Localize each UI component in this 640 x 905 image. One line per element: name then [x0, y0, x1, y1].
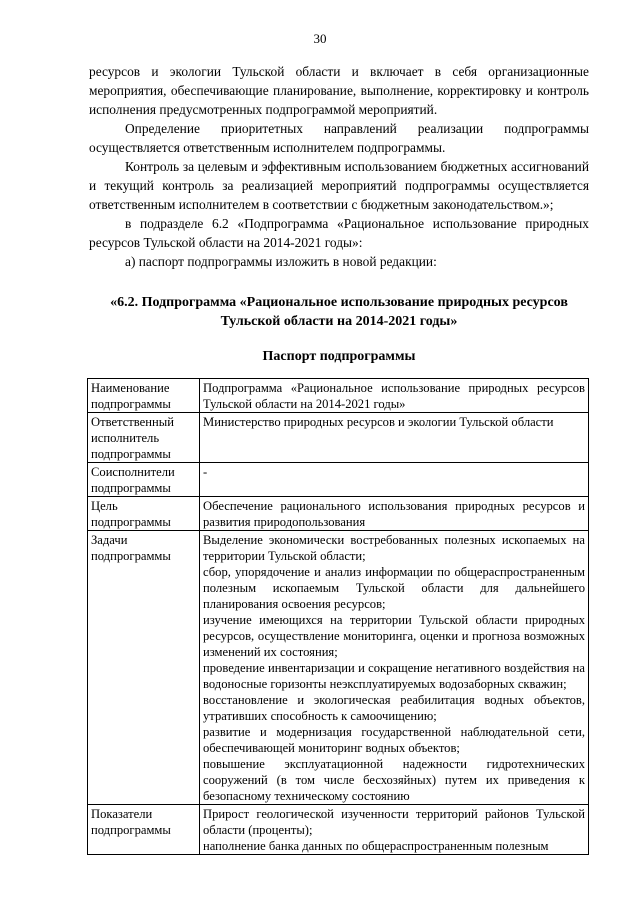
task-item: сбор, упорядочение и анализ информации по общераспространенным полезным ископаемым Тульской области для дальнейшего планирования освоения ресурсов;	[203, 565, 585, 611]
row-label: Цель подпрограммы	[88, 497, 200, 531]
indicator-item: Прирост геологической изученности территорий районов Тульской области (проценты);	[203, 807, 585, 837]
row-value: Обеспечение рационального использования природных ресурсов и развития природопользования	[200, 497, 589, 531]
table-row	[88, 805, 589, 855]
table-row	[88, 497, 589, 531]
passport-table	[87, 378, 589, 855]
section-heading-line-1: «6.2. Подпрограмма «Рациональное использование природных ресурсов	[110, 295, 568, 310]
task-item: повышение эксплуатационной надежности гидротехнических сооружений (в том числе бесхозяйных) путем их приведения к безопасному техническому состоянию	[203, 757, 585, 803]
task-item: проведение инвентаризации и сокращение негативного воздействия на водоносные горизонты неэксплуатируемых водозаборных скважин;	[203, 661, 585, 691]
row-value: Министерство природных ресурсов и экологии Тульской области	[200, 413, 589, 463]
task-item: развитие и модернизация государственной наблюдательной сети, обеспечивающей мониторинг водных объектов;	[203, 725, 585, 755]
task-item: изучение имеющихся на территории Тульской области природных ресурсов, осуществление мониторинга, оценки и прогноза возможных изменений их состояния;	[203, 613, 585, 659]
paragraph-subsection: в подразделе 6.2 «Подпрограмма «Рациональное использование природных ресурсов Тульской области на 2014-2021 годы»:	[89, 216, 589, 250]
document-body	[89, 62, 589, 855]
paragraph-priorities: Определение приоритетных направлений реализации подпрограммы осуществляется ответственным исполнителем подпрограммы.	[89, 121, 589, 155]
row-label: Показатели подпрограммы	[88, 805, 200, 855]
row-value: -	[200, 463, 589, 497]
row-label: Задачи подпрограммы	[88, 531, 200, 805]
row-value-indicators	[200, 805, 589, 855]
section-heading	[89, 293, 589, 331]
paragraph-continuation: ресурсов и экологии Тульской области и включает в себя организационные мероприятия, обеспечивающие планирование, выполнение, корректировку и контроль исполнения предусмотренных подпрограммой мероприятий.	[89, 64, 589, 117]
row-value: Подпрограмма «Рациональное использование природных ресурсов Тульской области на 2014-2021 годы»	[200, 379, 589, 413]
row-label: Наименование подпрограммы	[88, 379, 200, 413]
indicator-item: наполнение банка данных по общераспространенным полезным	[203, 839, 549, 853]
passport-title: Паспорт подпрограммы	[262, 349, 416, 364]
row-label: Ответственный исполнитель подпрограммы	[88, 413, 200, 463]
section-heading-line-2: Тульской области на 2014-2021 годы»	[220, 314, 458, 329]
table-row	[88, 379, 589, 413]
row-value-tasks	[200, 531, 589, 805]
table-row	[88, 463, 589, 497]
paragraph-passport-instruction: а) паспорт подпрограммы изложить в новой редакции:	[125, 254, 437, 269]
table-row	[88, 413, 589, 463]
task-item: Выделение экономически востребованных полезных ископаемых на территории Тульской области;	[203, 533, 585, 563]
row-label: Соисполнители подпрограммы	[88, 463, 200, 497]
task-item: восстановление и экологическая реабилитация водных объектов, утративших способность к самоочищению;	[203, 693, 585, 723]
page-number: 30	[313, 31, 327, 46]
table-row	[88, 531, 589, 805]
paragraph-control: Контроль за целевым и эффективным использованием бюджетных ассигнований и текущий контроль за реализацией мероприятий подпрограммы осуществляется ответственным исполнителем в соответствии с бюджетным законодательством.»;	[89, 159, 589, 212]
